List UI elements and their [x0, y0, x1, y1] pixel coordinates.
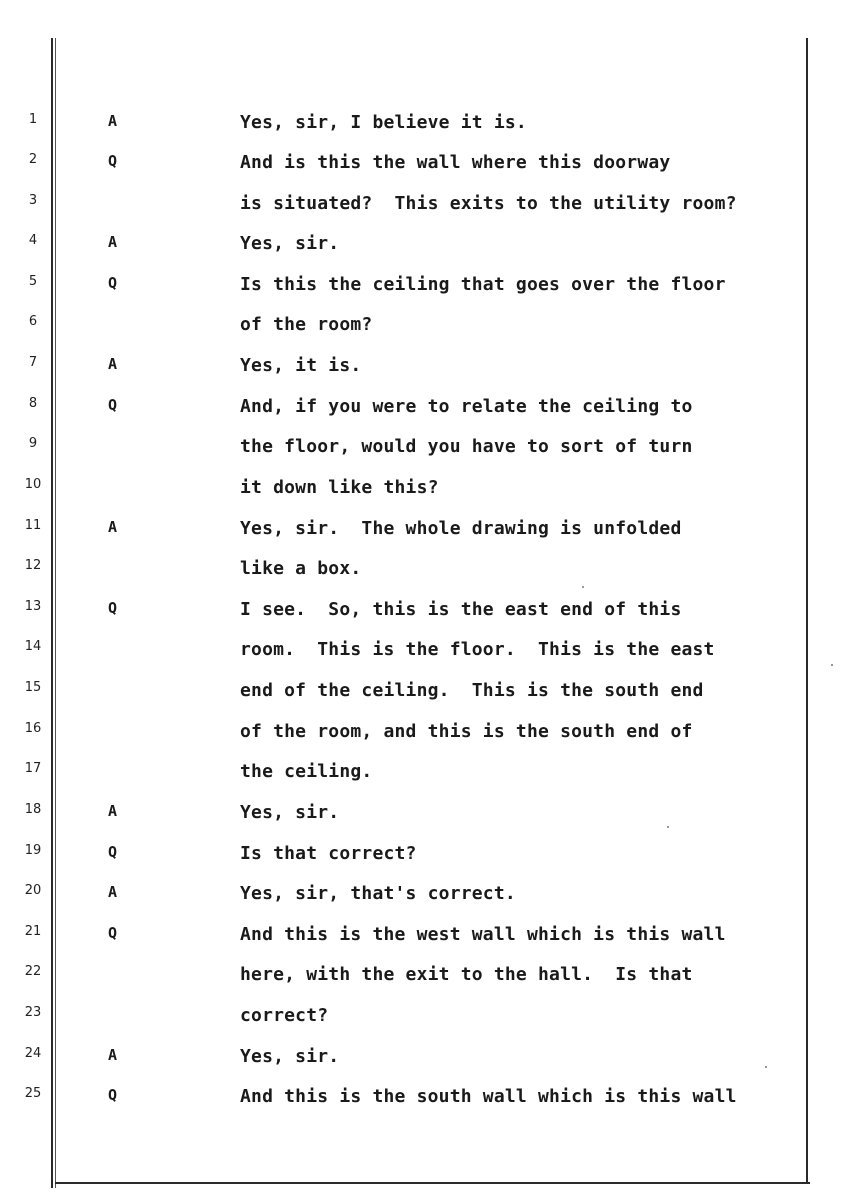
line-text: correct? [240, 1005, 329, 1026]
line-number: 1 [28, 112, 38, 127]
transcript-line [0, 396, 860, 436]
scan-speck [667, 826, 669, 828]
bottom-rule [55, 1182, 810, 1184]
line-text: like a box. [240, 558, 362, 579]
line-text: Is this the ceiling that goes over the floor [240, 274, 726, 295]
speaker-label: A [108, 883, 118, 901]
transcript-line [0, 883, 860, 923]
transcript-line [0, 802, 860, 842]
speaker-label: Q [108, 396, 118, 414]
line-number: 16 [24, 721, 42, 736]
line-number: 13 [24, 599, 42, 614]
line-number: 11 [24, 518, 42, 533]
transcript-line [0, 761, 860, 801]
line-text: Yes, sir, that's correct. [240, 883, 516, 904]
transcript-line [0, 558, 860, 598]
transcript-line [0, 314, 860, 354]
line-text: end of the ceiling. This is the south end [240, 680, 704, 701]
line-text: here, with the exit to the hall. Is that [240, 964, 693, 985]
line-text: Yes, sir. [240, 233, 340, 254]
line-text: And is this the wall where this doorway [240, 152, 671, 173]
line-number: 14 [24, 639, 42, 654]
line-number: 21 [24, 924, 42, 939]
line-text: Yes, sir. The whole drawing is unfolded [240, 518, 682, 539]
speaker-label: A [108, 233, 118, 251]
transcript-line [0, 680, 860, 720]
transcript-line [0, 924, 860, 964]
line-text: And, if you were to relate the ceiling to [240, 396, 693, 417]
line-number: 22 [24, 964, 42, 979]
line-text: the ceiling. [240, 761, 373, 782]
line-number: 8 [28, 396, 38, 411]
line-number: 10 [24, 477, 42, 492]
transcript-line [0, 436, 860, 476]
scan-speck [831, 664, 833, 666]
transcript-line [0, 599, 860, 639]
speaker-label: A [108, 802, 118, 820]
line-text: Yes, sir. [240, 1046, 340, 1067]
transcript-line [0, 639, 860, 679]
line-number: 18 [24, 802, 42, 817]
line-text: Yes, it is. [240, 355, 362, 376]
transcript-line [0, 233, 860, 273]
line-text: of the room, and this is the south end of [240, 721, 693, 742]
speaker-label: Q [108, 599, 118, 617]
line-text: room. This is the floor. This is the east [240, 639, 715, 660]
line-text: the floor, would you have to sort of turn [240, 436, 693, 457]
speaker-label: A [108, 112, 118, 130]
line-number: 24 [24, 1046, 42, 1061]
speaker-label: Q [108, 152, 118, 170]
transcript-line [0, 721, 860, 761]
transcript-line [0, 355, 860, 395]
transcript-line [0, 843, 860, 883]
transcript-line [0, 518, 860, 558]
line-number: 6 [28, 314, 38, 329]
line-number: 19 [24, 843, 42, 858]
line-number: 5 [28, 274, 38, 289]
scan-speck [765, 1066, 767, 1068]
transcript-line [0, 477, 860, 517]
speaker-label: Q [108, 1086, 118, 1104]
transcript-line [0, 1005, 860, 1045]
transcript-line [0, 964, 860, 1004]
scan-speck [582, 586, 584, 588]
transcript-line [0, 193, 860, 233]
speaker-label: A [108, 518, 118, 536]
transcript-line [0, 152, 860, 192]
transcript-line [0, 112, 860, 152]
line-number: 4 [28, 233, 38, 248]
line-number: 25 [24, 1086, 42, 1101]
transcript-line [0, 274, 860, 314]
line-text: Is that correct? [240, 843, 417, 864]
speaker-label: Q [108, 924, 118, 942]
line-number: 9 [28, 436, 38, 451]
speaker-label: Q [108, 843, 118, 861]
line-text: it down like this? [240, 477, 439, 498]
line-text: is situated? This exits to the utility room? [240, 193, 737, 214]
line-text: Yes, sir. [240, 802, 340, 823]
speaker-label: A [108, 355, 118, 373]
line-text: Yes, sir, I believe it is. [240, 112, 527, 133]
line-number: 15 [24, 680, 42, 695]
line-number: 12 [24, 558, 42, 573]
speaker-label: A [108, 1046, 118, 1064]
speaker-label: Q [108, 274, 118, 292]
transcript-line [0, 1046, 860, 1086]
line-number: 2 [28, 152, 38, 167]
line-number: 23 [24, 1005, 42, 1020]
line-text: And this is the west wall which is this wall [240, 924, 726, 945]
line-number: 3 [28, 193, 38, 208]
line-number: 17 [24, 761, 42, 776]
transcript-line [0, 1086, 860, 1126]
line-text: And this is the south wall which is this wall [240, 1086, 737, 1107]
line-text: of the room? [240, 314, 373, 335]
line-text: I see. So, this is the east end of this [240, 599, 682, 620]
line-number: 20 [24, 883, 42, 898]
line-number: 7 [28, 355, 38, 370]
